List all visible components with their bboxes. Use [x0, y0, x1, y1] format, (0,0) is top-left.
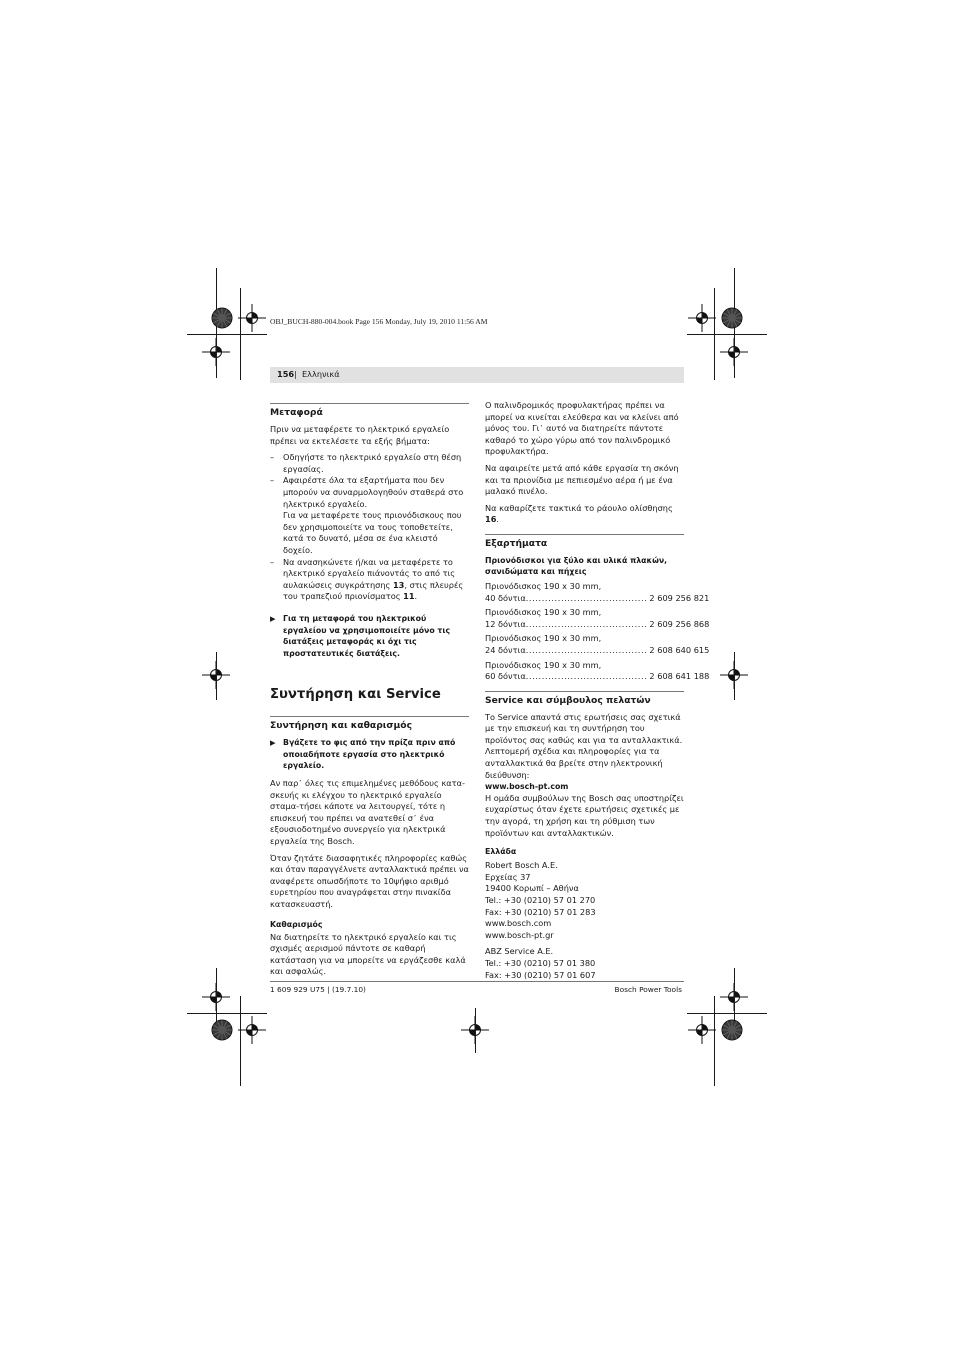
warning-text: Βγάζετε το φις από την πρίζα πριν από οποιαδήποτε εργασία στο ηλεκτρικό εργαλείο. [283, 738, 456, 771]
paragraph: Ο παλινδρομικός προφυλακτήρας πρέπει να μπορεί να κινείται ελεύθερα και να κλείνει από μόνος του. Γι᾽ αυτό να διατηρείτε πάντοτε καθαρό το χώρο γύρω από τον παλινδρομικό προφυλακτήρα. [485, 400, 679, 457]
address-line: Fax: +30 (0210) 57 01 607 [485, 969, 596, 980]
address-line: Robert Bosch A.E. [485, 860, 558, 871]
accessory-number: 2 609 256 868 [649, 618, 710, 629]
crop-line [187, 1013, 267, 1014]
accessory-teeth: 12 δόντια [485, 618, 526, 629]
accessory-teeth: 40 δόντια [485, 592, 526, 603]
crop-line [734, 968, 735, 1026]
accessory-description: Πριονόδισκος 190 x 30 mm, [485, 659, 602, 670]
address-block [485, 860, 684, 941]
transport-title: Μεταφορά [270, 407, 323, 418]
list-item-text: Για να μεταφέρετε τους πριονόδισκους που δεν χρησιμοποιείτε να τους τοποθετείτε, κατά το δυνατό, μέσα σε ένα κλειστό δοχείο. [283, 510, 462, 555]
page-number: 156 [277, 369, 295, 379]
accessory-number: 2 608 640 615 [649, 644, 710, 655]
color-wheel-icon [211, 1019, 233, 1041]
list-item-text: Να ανασηκώνετε ή/και να μεταφέρετε το ηλεκτρικό εργαλείο πιάνοντάς το από τις αυλακώσεις συγκράτησης 13, στις πλευρές του τραπεζιού πριονίσματος 11. [283, 556, 464, 602]
cleaning-title: Καθαρισμός [270, 919, 323, 929]
footer-code: 1 609 929 U75 | (19.7.10) [270, 985, 366, 994]
dash-marker: – [270, 475, 275, 486]
dash-marker: – [270, 556, 275, 567]
address-line: www.bosch-pt.gr [485, 929, 554, 940]
list-item-text: Αφαιρέστε όλα τα εξαρτήματα που δεν μπορούν να συναρμολογηθούν σταθερά στο ηλεκτρικό εργαλείο. [283, 475, 464, 509]
maintenance-title: Συντήρηση και Service [270, 687, 441, 703]
triangle-icon: ▶ [270, 738, 276, 748]
accessory-description: Πριονόδισκος 190 x 30 mm, [485, 633, 602, 644]
color-wheel-icon [211, 307, 233, 329]
dash-marker: – [270, 452, 275, 463]
color-wheel-icon [721, 1019, 743, 1041]
accessory-teeth: 24 δόντια [485, 644, 526, 655]
registration-target-icon [688, 1016, 716, 1044]
accessory-teeth: 60 δόντια [485, 671, 526, 682]
registration-target-icon [238, 1016, 266, 1044]
service-paragraph: Το Service απαντά στις ερωτήσεις σας σχετικά με την επισκευή και τη συντήρηση του προϊόντος σας καθώς και για τα ανταλλακτικά. Λεπτομερή σχέδια και πληροφορίες για τα ανταλλακτικά θα βρείτε στην ηλεκτρονική διεύθυνση: [485, 711, 683, 780]
address-block [485, 946, 684, 981]
footer-brand: Bosch Power Tools [614, 985, 682, 994]
accessory-item [485, 580, 710, 604]
accessory-row [485, 592, 710, 605]
maintenance-subtitle: Συντήρηση και καθαρισμός [270, 720, 413, 732]
country-title: Ελλάδα [485, 847, 517, 857]
section-rule [485, 691, 684, 692]
section-rule [270, 403, 469, 404]
crop-line [687, 334, 767, 335]
accessory-row [485, 671, 710, 683]
section-rule [270, 716, 469, 717]
address-line: Ερχείας 37 [485, 871, 531, 882]
crop-line [687, 1013, 767, 1014]
file-stamp: OBJ_BUCH-880-004.book Page 156 Monday, July 19, 2010 11:56 AM [270, 317, 488, 326]
crop-line [475, 1008, 476, 1053]
left-column [270, 403, 469, 983]
maintenance-warning [270, 737, 469, 772]
ref-number: 16 [485, 514, 497, 525]
header-language: Ελληνικά [302, 369, 340, 379]
address-line: Fax: +30 (0210) 57 01 283 [485, 906, 596, 917]
accessory-row [485, 618, 710, 631]
maintenance-paragraph: Αν παρ᾽ όλες τις επιμελημένες μεθόδους κατα-σκευής κι ελέγχου το ηλεκτρικό εργαλείο σταμα-τήσει κάποτε να λειτουργεί, τότε η επισκευή του πρέπει να ανατεθεί σ᾽ ένα εξουσιοδοτημένο συνεργείο για ηλεκτρικά εργαλεία της Bosch. [270, 778, 465, 847]
accessories-list [485, 580, 710, 683]
cleaning-text: Να διατηρείτε το ηλεκτρικό εργαλείο και τις σχισμές αερισμού πάντοτε σε καθαρή κατάσταση για να μπορείτε να εργάζεσθε καλά και ασφαλώς. [270, 931, 466, 977]
header-separator: | [294, 369, 297, 379]
right-column [485, 400, 710, 981]
list-item [270, 452, 469, 475]
transport-intro: Πριν να μεταφέρετε το ηλεκτρικό εργαλείο πρέπει να εκτελέσετε τα εξής βήματα: [270, 424, 450, 446]
crop-line [216, 968, 217, 1026]
section-rule [485, 534, 684, 535]
list-item-text: Οδηγήστε το ηλεκτρικό εργαλείο στη θέση εργασίας. [283, 452, 462, 474]
accessory-item [485, 607, 710, 630]
crop-line [734, 652, 735, 700]
address-line: 19400 Κορωπί – Αθήνα [485, 883, 579, 894]
accessory-item [485, 659, 710, 683]
service-paragraph: Η ομάδα συμβούλων της Bosch σας υποστηρίζει ευχαρίστως όταν έχετε ερωτήσεις σχετικές με την αγορά, τη χρήση και τη ρύθμιση των προϊόντων και ανταλλακτικών. [485, 792, 684, 838]
accessory-description: Πριονόδισκος 190 x 30 mm, [485, 580, 602, 591]
dot-leader: ...................................... [525, 671, 648, 682]
transport-warning [270, 613, 469, 659]
service-url: www.bosch-pt.com [485, 782, 569, 792]
crop-line [216, 652, 217, 700]
accessory-number: 2 609 256 821 [649, 592, 710, 603]
address-line: Tel.: +30 (0210) 57 01 380 [485, 957, 596, 968]
accessory-number: 2 608 641 188 [649, 671, 710, 682]
registration-target-icon [238, 304, 266, 332]
address-line: ABZ Service A.E. [485, 946, 554, 957]
registration-target-icon [688, 304, 716, 332]
accessory-description: Πριονόδισκος 190 x 30 mm, [485, 607, 602, 618]
accessory-row [485, 644, 710, 657]
ref-number: 13 [392, 579, 405, 590]
dot-leader: ...................................... [525, 644, 648, 655]
list-item [270, 557, 469, 603]
address-line: Tel.: +30 (0210) 57 01 270 [485, 895, 596, 905]
maintenance-paragraph: Όταν ζητάτε διασαφητικές πληροφορίες καθώς και όταν παραγγέλνετε ανταλλακτικά πρέπει να αναφέρετε οπωσδήποτε το 10ψήφιο αριθμό ευρετηρίου που αναγράφεται στην πινακίδα κατασκευαστή. [270, 852, 469, 909]
paragraph: Να καθαρίζετε τακτικά το ράουλο ολίσθησης 16. [485, 502, 673, 525]
page-footer [270, 981, 684, 994]
service-title: Service και σύμβουλος πελατών [485, 694, 651, 706]
accessories-title: Εξαρτήματα [485, 537, 548, 549]
color-wheel-icon [721, 307, 743, 329]
page-header [270, 367, 684, 383]
crop-line [187, 334, 267, 335]
address-line: www.bosch.com [485, 918, 552, 929]
paragraph: Να αφαιρείτε μετά από κάθε εργασία τη σκόνη και τα πριονίδια με πεπιεσμένο αέρα ή με ένα μαλακό πινέλο. [485, 462, 679, 497]
warning-text: Για τη μεταφορά του ηλεκτρικού εργαλείου να χρησιμοποιείτε μόνο τις διατάξεις μεταφοράς κι όχι τις προστατευτικές διατάξεις. [283, 613, 451, 658]
accessories-subtitle: Πριονόδισκοι για ξύλο και υλικά πλακών, σανιδώματα και πήχεις [485, 555, 668, 576]
ref-number: 11 [403, 591, 415, 602]
list-item [270, 475, 469, 556]
dot-leader: ...................................... [525, 618, 648, 629]
accessory-item [485, 633, 710, 656]
triangle-icon: ▶ [270, 613, 276, 623]
dot-leader: ...................................... [525, 592, 648, 603]
